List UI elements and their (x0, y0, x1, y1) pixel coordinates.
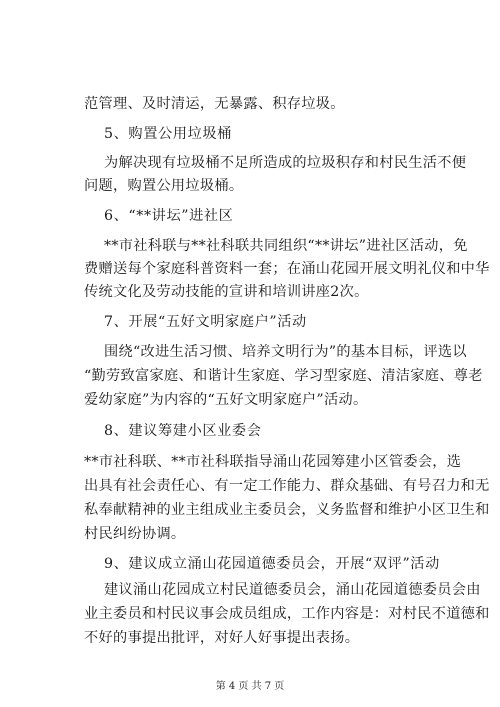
paragraph-line: 费赠送每个家庭科普资料一套；在涌山花园开展文明礼仪和中华 (84, 261, 490, 277)
paragraph-line: “勤劳致富家庭、和谐计生家庭、学习型家庭、清洁家庭、尊老 (84, 368, 483, 384)
section-heading-6: 6、“**讲坛”进社区 (104, 208, 234, 224)
paragraph-line: **市社科联与**社科联共同组织“**讲坛”进社区活动，免 (104, 238, 468, 254)
paragraph-line: 范管理、及时清运，无暴露、积存垃圾。 (84, 96, 345, 112)
section-heading-9: 9、建议成立涌山花园道德委员会，开展“双评”活动 (104, 556, 440, 572)
paragraph-line: 围绕“改进生活习惯、培养文明行为”的基本目标，评选以 (104, 344, 467, 360)
paragraph-line: 为解决现有垃圾桶不足所造成的垃圾积存和村民生活不便 (104, 155, 467, 171)
paragraph-line: 私奉献精神的业主组成业主委员会，义务监督和维护小区卫生和 (84, 502, 490, 518)
section-heading-7: 7、开展“五好文明家庭户”活动 (104, 314, 307, 330)
paragraph-line: 爱幼家庭”为内容的“五好文明家庭户”活动。 (84, 392, 368, 408)
paragraph-line: 传统文化及劳动技能的宣讲和培训讲座2次。 (84, 284, 369, 300)
section-heading-8: 8、建议筹建小区业委会 (104, 423, 262, 439)
paragraph-line: 业主委员和村民议事会成员组成，工作内容是：对村民不道德和 (84, 606, 490, 622)
paragraph-line: 问题，购置公用垃圾桶。 (84, 178, 244, 194)
paragraph-line: 不好的事提出批评，对好人好事提出表扬。 (84, 630, 360, 646)
section-heading-5: 5、购置公用垃圾桶 (104, 126, 232, 142)
paragraph-line: **市社科联、**市社科联指导涌山花园筹建小区管委会，选 (84, 454, 462, 470)
page-number-footer: 第 4 页 共 7 页 (215, 681, 285, 692)
paragraph-line: 村民纠纷协调。 (84, 526, 186, 542)
paragraph-line: 建议涌山花园成立村民道德委员会，涌山花园道德委员会由 (104, 582, 481, 598)
paragraph-line: 出具有社会责任心、有一定工作能力、群众基础、有号召力和无 (84, 478, 490, 494)
